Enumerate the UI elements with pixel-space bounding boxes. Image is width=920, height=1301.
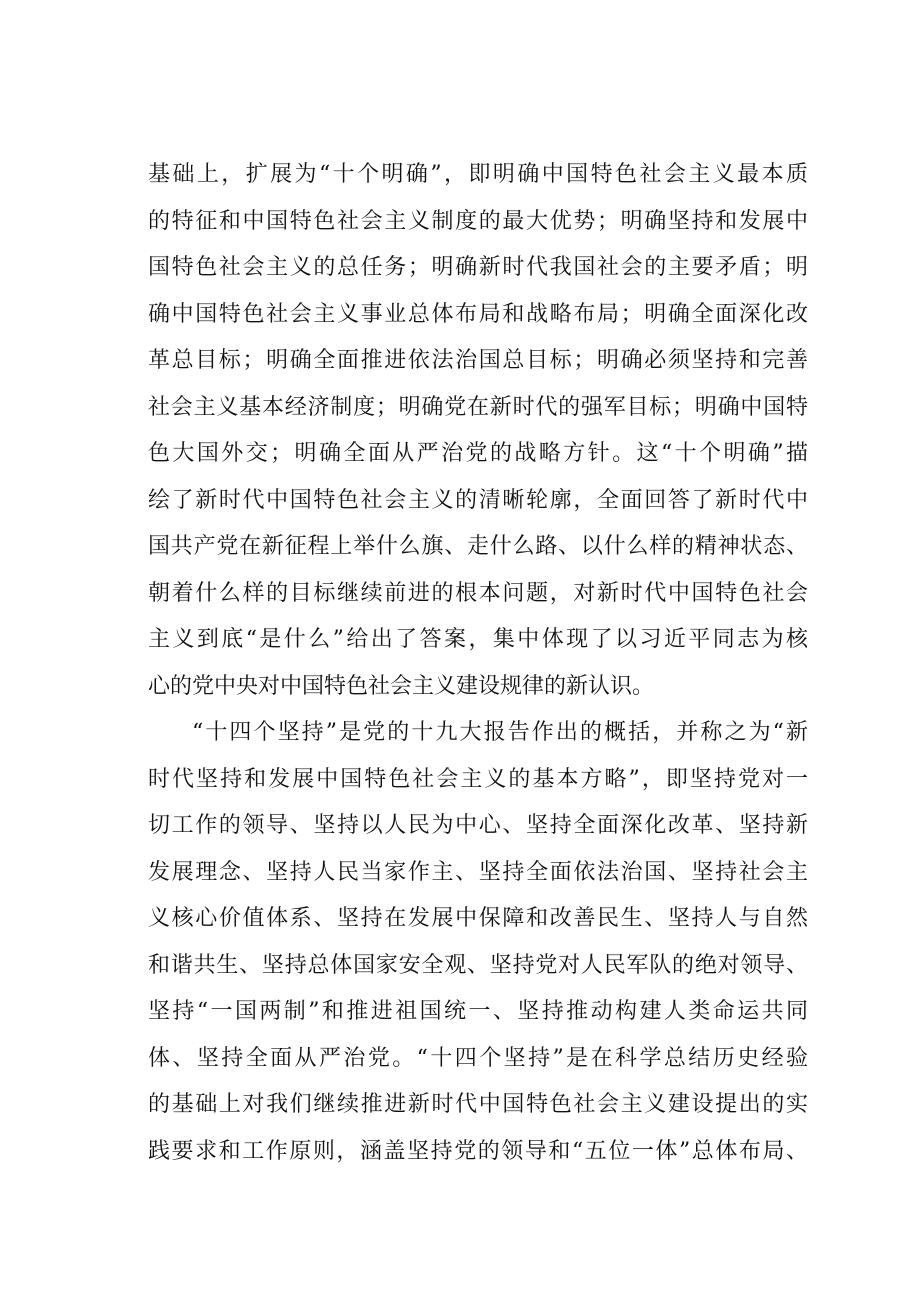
paragraph-line: 主义到底“是什么”给出了答案，集中体现了以习近平同志为核 xyxy=(148,627,808,652)
paragraph-line: 确中国特色社会主义事业总体布局和战略布局；明确全面深化改 xyxy=(148,301,808,327)
paragraph-line: 的特征和中国特色社会主义制度的最大优势；明确坚持和发展中 xyxy=(148,208,808,234)
paragraph-line: 心的党中央对中国特色社会主义建设规律的新认识。 xyxy=(148,673,655,699)
paragraph-line: 时代坚持和发展中国特色社会主义的基本方略”，即坚持党对一 xyxy=(148,766,808,792)
paragraph-line: 坚持“一国两制”和推进祖国统一、坚持推动构建人类命运共同 xyxy=(148,999,808,1024)
paragraph-line: 绘了新时代中国特色社会主义的清晰轮廓，全面回答了新时代中 xyxy=(148,487,808,513)
paragraph-line: “十四个坚持”是党的十九大报告作出的概括，并称之为“新 xyxy=(192,720,808,745)
paragraph-line: 社会主义基本经济制度；明确党在新时代的强军目标；明确中国特 xyxy=(148,394,808,420)
paragraph-line: 的基础上对我们继续推进新时代中国特色社会主义建设提出的实 xyxy=(148,1092,808,1117)
paragraph-line: 革总目标；明确全面推进依法治国总目标；明确必须坚持和完善 xyxy=(148,348,808,373)
paragraph-line: 国共产党在新征程上举什么旗、走什么路、以什么样的精神状态、 xyxy=(148,534,808,559)
paragraph-line: 义核心价值体系、坚持在发展中保障和改善民生、坚持人与自然 xyxy=(148,906,808,931)
document-body xyxy=(148,152,808,1175)
paragraph-line: 和谐共生、坚持总体国家安全观、坚持党对人民军队的绝对领导、 xyxy=(148,952,808,978)
paragraph-line: 朝着什么样的目标继续前进的根本问题，对新时代中国特色社会 xyxy=(148,580,808,606)
paragraph-line: 基础上，扩展为“十个明确”，即明确中国特色社会主义最本质 xyxy=(148,162,808,187)
paragraph-line: 践要求和工作原则，涵盖坚持党的领导和“五位一体”总体布局、 xyxy=(148,1138,808,1164)
paragraph-fourteen-adherences xyxy=(148,710,808,1175)
paragraph-line: 色大国外交；明确全面从严治党的战略方针。这“十个明确”描 xyxy=(148,441,808,466)
paragraph-line: 发展理念、坚持人民当家作主、坚持全面依法治国、坚持社会主 xyxy=(148,859,808,885)
paragraph-ten-clarifications xyxy=(148,152,808,710)
paragraph-line: 切工作的领导、坚持以人民为中心、坚持全面深化改革、坚持新 xyxy=(148,813,808,838)
paragraph-line: 体、坚持全面从严治党。“十四个坚持”是在科学总结历史经验 xyxy=(148,1045,808,1071)
paragraph-line: 国特色社会主义的总任务；明确新时代我国社会的主要矛盾；明 xyxy=(148,255,808,280)
